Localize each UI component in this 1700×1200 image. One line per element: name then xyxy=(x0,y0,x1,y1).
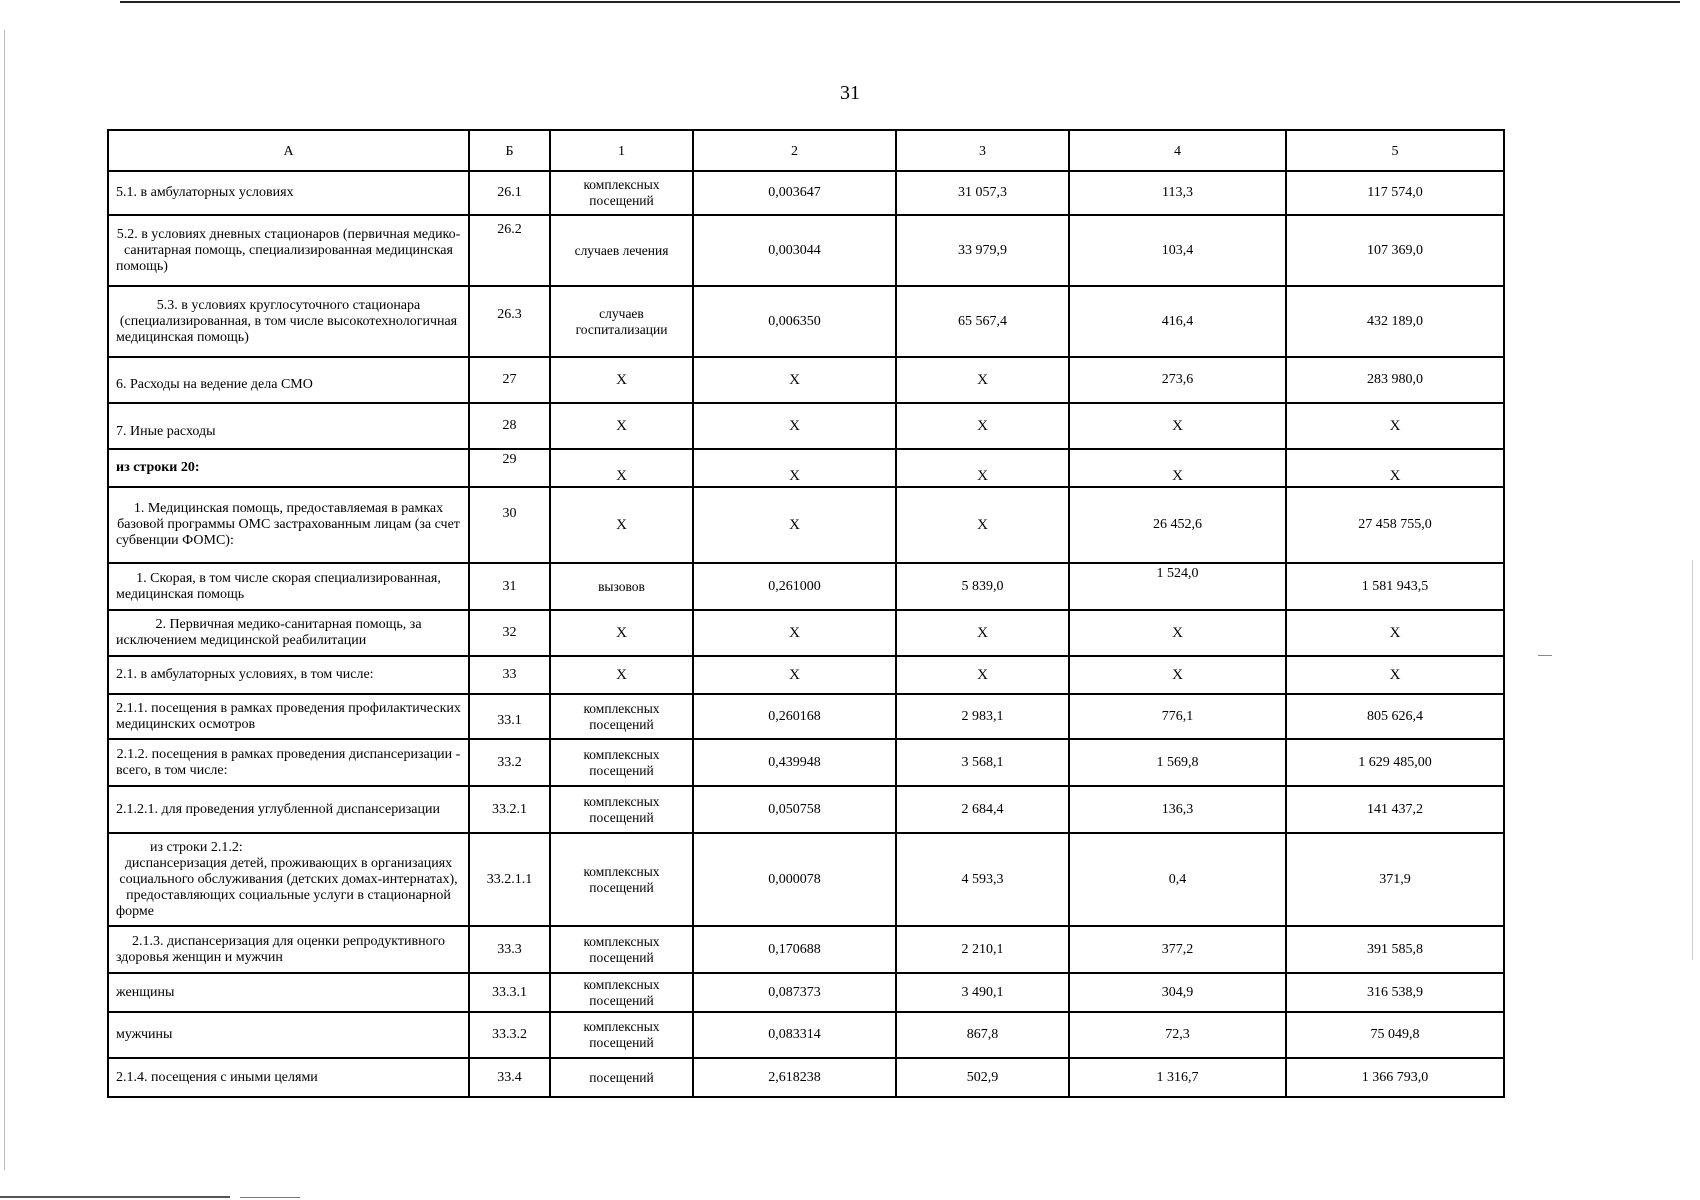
row-col-2: 0,261000 xyxy=(693,563,896,610)
header-col-3: 3 xyxy=(896,130,1069,171)
row-col-5: 316 538,9 xyxy=(1286,973,1504,1012)
row-col-4: 304,9 xyxy=(1069,973,1286,1012)
row-name: 1. Скорая, в том числе скорая специализированная, медицинская помощь xyxy=(108,563,469,610)
row-col-2: 0,260168 xyxy=(693,694,896,739)
table-row xyxy=(108,171,1504,215)
row-col-3: Х xyxy=(896,487,1069,563)
row-name: 2. Первичная медико-санитарная помощь, за исключением медицинской реабилитации xyxy=(108,610,469,656)
row-col-4: 377,2 xyxy=(1069,926,1286,973)
row-col-5: 805 626,4 xyxy=(1286,694,1504,739)
row-col-3: 867,8 xyxy=(896,1012,1069,1058)
row-col-5: 1 366 793,0 xyxy=(1286,1058,1504,1097)
header-row xyxy=(108,130,1504,171)
row-col-2: 0,006350 xyxy=(693,286,896,357)
row-name: 2.1.1. посещения в рамках проведения профилактических медицинских осмотров xyxy=(108,694,469,739)
row-name: 2.1. в амбулаторных условиях, в том числе: xyxy=(108,656,469,694)
table-row xyxy=(108,786,1504,833)
row-col-3: 31 057,3 xyxy=(896,171,1069,215)
row-col-5: 432 189,0 xyxy=(1286,286,1504,357)
row-col-5: Х xyxy=(1286,449,1504,487)
row-col-5: 117 574,0 xyxy=(1286,171,1504,215)
row-col-4: Х xyxy=(1069,610,1286,656)
row-code: 33.3.1 xyxy=(469,973,550,1012)
row-col-2: 0,050758 xyxy=(693,786,896,833)
header-col-1: 1 xyxy=(550,130,693,171)
row-col-4: 416,4 xyxy=(1069,286,1286,357)
row-col-5: 283 980,0 xyxy=(1286,357,1504,403)
row-col-5: Х xyxy=(1286,610,1504,656)
table-row xyxy=(108,739,1504,786)
row-name: 5.2. в условиях дневных стационаров (первичная медико-санитарная помощь, специализированная медицинская помощь) xyxy=(108,215,469,286)
row-unit: комплексных посещений xyxy=(550,739,693,786)
row-unit: случаев госпитализации xyxy=(550,286,693,357)
row-col-3: 502,9 xyxy=(896,1058,1069,1097)
row-col-3: 3 490,1 xyxy=(896,973,1069,1012)
page-number: 31 xyxy=(840,82,860,104)
row-unit: комплексных посещений xyxy=(550,786,693,833)
row-col-3: Х xyxy=(896,357,1069,403)
table-row xyxy=(108,610,1504,656)
row-col-2: 0,003647 xyxy=(693,171,896,215)
row-code: 26.1 xyxy=(469,171,550,215)
table-row xyxy=(108,449,1504,487)
row-col-5: 391 585,8 xyxy=(1286,926,1504,973)
row-col-5: 371,9 xyxy=(1286,833,1504,926)
row-col-4: 136,3 xyxy=(1069,786,1286,833)
row-code: 30 xyxy=(469,487,550,563)
row-col-3: 2 684,4 xyxy=(896,786,1069,833)
scan-edge-right xyxy=(1692,560,1693,960)
row-col-5: 107 369,0 xyxy=(1286,215,1504,286)
row-col-3: 2 983,1 xyxy=(896,694,1069,739)
table-row xyxy=(108,1012,1504,1058)
row-code: 28 xyxy=(469,403,550,449)
row-col-3: 33 979,9 xyxy=(896,215,1069,286)
row-col-4: Х xyxy=(1069,403,1286,449)
row-col-2: Х xyxy=(693,610,896,656)
row-unit: Х xyxy=(550,449,693,487)
row-col-4: 113,3 xyxy=(1069,171,1286,215)
header-col-4: 4 xyxy=(1069,130,1286,171)
row-col-2: 0,083314 xyxy=(693,1012,896,1058)
row-code: 33.4 xyxy=(469,1058,550,1097)
row-col-2: 0,439948 xyxy=(693,739,896,786)
row-code: 27 xyxy=(469,357,550,403)
row-name-prefix: из строки 2.1.2: xyxy=(150,839,243,855)
row-unit: Х xyxy=(550,487,693,563)
row-col-4: 72,3 xyxy=(1069,1012,1286,1058)
row-col-3: Х xyxy=(896,403,1069,449)
scan-edge-left xyxy=(4,30,5,1170)
row-code: 33.2.1 xyxy=(469,786,550,833)
table-row xyxy=(108,1058,1504,1097)
row-col-2: 0,087373 xyxy=(693,973,896,1012)
row-col-3: 3 568,1 xyxy=(896,739,1069,786)
scan-edge-top xyxy=(120,1,1680,3)
row-col-3: Х xyxy=(896,656,1069,694)
row-code: 31 xyxy=(469,563,550,610)
row-name xyxy=(108,833,469,926)
scan-mark xyxy=(1538,655,1552,656)
row-col-2: Х xyxy=(693,357,896,403)
row-col-5: 141 437,2 xyxy=(1286,786,1504,833)
row-col-4: 26 452,6 xyxy=(1069,487,1286,563)
row-name: женщины xyxy=(108,973,469,1012)
row-code: 33 xyxy=(469,656,550,694)
row-unit: Х xyxy=(550,357,693,403)
row-col-3: Х xyxy=(896,449,1069,487)
row-col-4: 0,4 xyxy=(1069,833,1286,926)
row-col-4: 776,1 xyxy=(1069,694,1286,739)
row-col-2: 0,170688 xyxy=(693,926,896,973)
table-row xyxy=(108,926,1504,973)
row-col-2: Х xyxy=(693,449,896,487)
row-col-4: 1 569,8 xyxy=(1069,739,1286,786)
row-col-3: 65 567,4 xyxy=(896,286,1069,357)
row-col-3: 5 839,0 xyxy=(896,563,1069,610)
row-col-2: Х xyxy=(693,656,896,694)
row-name: 2.1.3. диспансеризация для оценки репродуктивного здоровья женщин и мужчин xyxy=(108,926,469,973)
table-row xyxy=(108,656,1504,694)
row-col-4: Х xyxy=(1069,449,1286,487)
header-col-2: 2 xyxy=(693,130,896,171)
row-unit: Х xyxy=(550,610,693,656)
row-code: 26.3 xyxy=(469,286,550,357)
row-unit: комплексных посещений xyxy=(550,973,693,1012)
row-code: 32 xyxy=(469,610,550,656)
scan-edge-bottom xyxy=(0,1196,230,1198)
row-col-3: 2 210,1 xyxy=(896,926,1069,973)
financing-table xyxy=(107,129,1505,1098)
row-col-2: 2,618238 xyxy=(693,1058,896,1097)
table-row xyxy=(108,833,1504,926)
row-name-text: диспансеризация детей, проживающих в организациях социального обслуживания (детских домах-интернатах), предоставляющих социальные услуги в стационарной форме xyxy=(116,855,458,919)
row-name: 7. Иные расходы xyxy=(108,403,469,449)
row-code: 33.3.2 xyxy=(469,1012,550,1058)
row-name: из строки 20: xyxy=(108,449,469,487)
row-col-4: Х xyxy=(1069,656,1286,694)
row-col-2: 0,000078 xyxy=(693,833,896,926)
row-unit: вызовов xyxy=(550,563,693,610)
row-col-5: Х xyxy=(1286,403,1504,449)
row-code: 33.2 xyxy=(469,739,550,786)
table-row xyxy=(108,286,1504,357)
row-col-3: Х xyxy=(896,610,1069,656)
table-row xyxy=(108,694,1504,739)
row-name: 5.3. в условиях круглосуточного стационара (специализированная, в том числе высокотехнологичная медицинская помощь) xyxy=(108,286,469,357)
row-unit: комплексных посещений xyxy=(550,1012,693,1058)
scan-edge-bottom-2 xyxy=(240,1197,300,1198)
row-code: 33.2.1.1 xyxy=(469,833,550,926)
row-unit: Х xyxy=(550,656,693,694)
row-name: 1. Медицинская помощь, предоставляемая в рамках базовой программы ОМС застрахованным лицам (за счет субвенции ФОМС): xyxy=(108,487,469,563)
row-unit: случаев лечения xyxy=(550,215,693,286)
table-row xyxy=(108,563,1504,610)
table-row xyxy=(108,215,1504,286)
row-col-4: 103,4 xyxy=(1069,215,1286,286)
row-col-2: 0,003044 xyxy=(693,215,896,286)
table-row xyxy=(108,973,1504,1012)
header-col-a: А xyxy=(108,130,469,171)
row-unit: посещений xyxy=(550,1058,693,1097)
row-code: 29 xyxy=(469,449,550,487)
row-name: 5.1. в амбулаторных условиях xyxy=(108,171,469,215)
row-col-2: Х xyxy=(693,403,896,449)
row-name: 2.1.2.1. для проведения углубленной диспансеризации xyxy=(108,786,469,833)
row-col-3: 4 593,3 xyxy=(896,833,1069,926)
row-name: 2.1.2. посещения в рамках проведения диспансеризации - всего, в том числе: xyxy=(108,739,469,786)
row-code: 26.2 xyxy=(469,215,550,286)
row-name: 2.1.4. посещения с иными целями xyxy=(108,1058,469,1097)
row-unit: комплексных посещений xyxy=(550,926,693,973)
row-col-5: Х xyxy=(1286,656,1504,694)
row-unit: Х xyxy=(550,403,693,449)
row-col-5: 1 581 943,5 xyxy=(1286,563,1504,610)
row-col-5: 1 629 485,00 xyxy=(1286,739,1504,786)
row-name: мужчины xyxy=(108,1012,469,1058)
row-col-5: 75 049,8 xyxy=(1286,1012,1504,1058)
row-unit: комплексных посещений xyxy=(550,833,693,926)
row-code: 33.1 xyxy=(469,694,550,739)
row-unit: комплексных посещений xyxy=(550,694,693,739)
row-col-4: 1 316,7 xyxy=(1069,1058,1286,1097)
table-row xyxy=(108,403,1504,449)
row-name: 6. Расходы на ведение дела СМО xyxy=(108,357,469,403)
header-col-b: Б xyxy=(469,130,550,171)
row-unit: комплексных посещений xyxy=(550,171,693,215)
row-col-5: 27 458 755,0 xyxy=(1286,487,1504,563)
row-col-4: 273,6 xyxy=(1069,357,1286,403)
table-row xyxy=(108,487,1504,563)
table-row xyxy=(108,357,1504,403)
row-col-4: 1 524,0 xyxy=(1069,563,1286,610)
row-col-2: Х xyxy=(693,487,896,563)
header-col-5: 5 xyxy=(1286,130,1504,171)
row-code: 33.3 xyxy=(469,926,550,973)
